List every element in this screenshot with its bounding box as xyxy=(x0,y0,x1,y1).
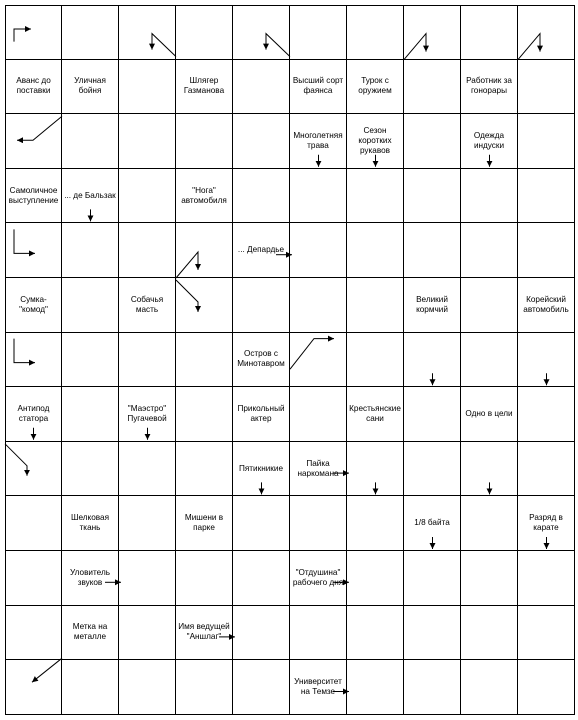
clue-text: "Маэстро" Пугачевой xyxy=(127,403,167,423)
clue-cell-depardye xyxy=(233,223,290,278)
answer-cell[interactable] xyxy=(518,551,575,606)
clue-cell-samolichnoe xyxy=(5,169,62,224)
clue-cell-odezhda xyxy=(461,114,518,169)
clue-text: Шлягер Газманова xyxy=(183,76,225,96)
answer-cell[interactable] xyxy=(347,223,404,278)
answer-cell[interactable] xyxy=(461,660,518,715)
clue-text: "Отдушина" рабочего дня xyxy=(292,567,344,587)
answer-cell[interactable] xyxy=(176,442,233,497)
answer-cell[interactable] xyxy=(119,496,176,551)
clue-cell-maestro xyxy=(119,387,176,442)
answer-cell[interactable] xyxy=(5,551,62,606)
answer-cell[interactable] xyxy=(119,114,176,169)
answer-cell[interactable] xyxy=(404,387,461,442)
clue-cell-universitet xyxy=(290,660,347,715)
answer-cell[interactable] xyxy=(518,387,575,442)
clue-cell-vysshiy-sort xyxy=(290,60,347,115)
answer-cell[interactable] xyxy=(119,551,176,606)
clue-text: Работник за гонорары xyxy=(466,76,512,96)
answer-cell[interactable] xyxy=(461,223,518,278)
answer-cell[interactable] xyxy=(347,442,404,497)
clue-cell-sezon xyxy=(347,114,404,169)
clue-cell-odno-v-tseli xyxy=(461,387,518,442)
clue-text: Сумка-"комод" xyxy=(19,294,48,314)
clue-text: Одежда индуски xyxy=(473,130,505,150)
answer-cell[interactable] xyxy=(176,333,233,388)
answer-cell[interactable] xyxy=(62,333,119,388)
answer-cell[interactable] xyxy=(404,442,461,497)
answer-cell[interactable] xyxy=(62,387,119,442)
clue-cell-sobachya xyxy=(119,278,176,333)
clue-text: Пайка наркомана xyxy=(297,458,339,478)
clue-text: Одно в цели xyxy=(465,408,513,418)
answer-cell[interactable] xyxy=(233,60,290,115)
answer-cell[interactable] xyxy=(461,551,518,606)
clue-text: Имя ведущей "Аншлаг" xyxy=(178,622,230,642)
clue-text: Корейский автомобиль xyxy=(523,294,569,314)
answer-cell[interactable] xyxy=(176,387,233,442)
answer-cell[interactable] xyxy=(347,606,404,661)
answer-cell[interactable] xyxy=(290,278,347,333)
clue-text: Пятикникие xyxy=(238,463,284,473)
clue-cell-antipod xyxy=(5,387,62,442)
answer-cell[interactable] xyxy=(518,442,575,497)
clue-cell-koreyskiy xyxy=(518,278,575,333)
answer-cell[interactable] xyxy=(290,5,347,60)
clue-cell-otdushina xyxy=(290,551,347,606)
clue-text: Турок с оружием xyxy=(358,76,392,96)
clue-text: ... де Бальзак xyxy=(64,190,116,200)
clue-text: Самоличное выступление xyxy=(8,185,59,205)
answer-cell[interactable] xyxy=(119,169,176,224)
answer-cell[interactable] xyxy=(233,5,290,60)
answer-cell[interactable] xyxy=(5,660,62,715)
clue-cell-shlyager xyxy=(176,60,233,115)
clue-text: Уловитель звуков xyxy=(70,567,110,587)
answer-cell[interactable] xyxy=(233,606,290,661)
answer-cell[interactable] xyxy=(176,551,233,606)
clue-text: Аванс до поставки xyxy=(16,76,51,96)
answer-cell[interactable] xyxy=(119,660,176,715)
answer-cell[interactable] xyxy=(5,5,62,60)
clue-cell-pyatikniknie xyxy=(233,442,290,497)
clue-cell-prikolniy xyxy=(233,387,290,442)
answer-cell[interactable] xyxy=(233,496,290,551)
clue-cell-bayta xyxy=(404,496,461,551)
answer-cell[interactable] xyxy=(176,5,233,60)
clue-cell-rabotnik xyxy=(461,60,518,115)
answer-cell[interactable] xyxy=(347,660,404,715)
answer-cell[interactable] xyxy=(404,606,461,661)
clue-text: ... Депардье xyxy=(237,245,285,255)
clue-cell-payka xyxy=(290,442,347,497)
clue-text: Высший сорт фаянса xyxy=(292,76,344,96)
clue-cell-ulichnaya-boinya xyxy=(62,60,119,115)
answer-cell[interactable] xyxy=(461,333,518,388)
clue-text: Сезон коротких рукавов xyxy=(358,125,392,155)
clue-text: Крестьянские сани xyxy=(349,403,401,423)
answer-cell[interactable] xyxy=(290,223,347,278)
answer-cell[interactable] xyxy=(461,606,518,661)
answer-cell[interactable] xyxy=(5,606,62,661)
answer-cell[interactable] xyxy=(233,660,290,715)
answer-cell[interactable] xyxy=(518,60,575,115)
answer-cell[interactable] xyxy=(347,169,404,224)
answer-cell[interactable] xyxy=(119,606,176,661)
answer-cell[interactable] xyxy=(404,60,461,115)
answer-cell[interactable] xyxy=(518,660,575,715)
clue-cell-metka xyxy=(62,606,119,661)
answer-cell[interactable] xyxy=(5,114,62,169)
clue-cell-turok xyxy=(347,60,404,115)
answer-cell[interactable] xyxy=(119,60,176,115)
answer-cell[interactable] xyxy=(404,660,461,715)
answer-cell[interactable] xyxy=(233,278,290,333)
answer-cell[interactable] xyxy=(62,278,119,333)
answer-cell[interactable] xyxy=(518,169,575,224)
answer-cell[interactable] xyxy=(233,114,290,169)
clue-text: Остров с Минотавром xyxy=(237,349,285,369)
answer-cell[interactable] xyxy=(404,223,461,278)
clue-text: Собачья масть xyxy=(130,294,164,314)
answer-cell[interactable] xyxy=(62,114,119,169)
clue-cell-shelkovaya xyxy=(62,496,119,551)
answer-cell[interactable] xyxy=(461,278,518,333)
scanword-grid xyxy=(5,5,575,715)
clue-text: Антипод статора xyxy=(17,403,50,423)
answer-cell[interactable] xyxy=(518,606,575,661)
answer-cell[interactable] xyxy=(461,496,518,551)
answer-cell[interactable] xyxy=(290,169,347,224)
clue-cell-imya-vedushchey xyxy=(176,606,233,661)
clue-cell-sumka xyxy=(5,278,62,333)
answer-cell[interactable] xyxy=(119,223,176,278)
clue-text: Разряд в карате xyxy=(529,513,563,533)
answer-cell[interactable] xyxy=(119,333,176,388)
clue-cell-misheni xyxy=(176,496,233,551)
answer-cell[interactable] xyxy=(176,114,233,169)
answer-cell[interactable] xyxy=(347,496,404,551)
clue-cell-krestyanskie xyxy=(347,387,404,442)
clue-text: Прикольный актер xyxy=(237,403,285,423)
answer-cell[interactable] xyxy=(347,5,404,60)
clue-cell-ostrov xyxy=(233,333,290,388)
answer-cell[interactable] xyxy=(290,496,347,551)
answer-cell[interactable] xyxy=(233,551,290,606)
clue-text: Уличная бойня xyxy=(74,76,106,96)
answer-cell[interactable] xyxy=(176,660,233,715)
answer-cell[interactable] xyxy=(347,278,404,333)
answer-cell[interactable] xyxy=(5,223,62,278)
answer-cell[interactable] xyxy=(62,223,119,278)
answer-cell[interactable] xyxy=(461,5,518,60)
clue-text: "Нога" автомобиля xyxy=(181,185,227,205)
answer-cell[interactable] xyxy=(404,333,461,388)
answer-cell[interactable] xyxy=(347,333,404,388)
answer-cell[interactable] xyxy=(119,5,176,60)
answer-cell[interactable] xyxy=(404,114,461,169)
answer-cell[interactable] xyxy=(404,551,461,606)
answer-cell[interactable] xyxy=(518,223,575,278)
clue-cell-avans xyxy=(5,60,62,115)
answer-cell[interactable] xyxy=(404,5,461,60)
answer-cell[interactable] xyxy=(518,114,575,169)
clue-text: Шелковая ткань xyxy=(70,513,110,533)
answer-cell[interactable] xyxy=(62,5,119,60)
clue-text: Многолетняя трава xyxy=(293,130,343,150)
answer-cell[interactable] xyxy=(119,442,176,497)
answer-cell[interactable] xyxy=(347,551,404,606)
clue-text: Мишени в парке xyxy=(184,513,224,533)
clue-cell-mnogoletnyaya xyxy=(290,114,347,169)
answer-cell[interactable] xyxy=(518,5,575,60)
clue-text: Метка на металле xyxy=(72,622,108,642)
clue-cell-noga xyxy=(176,169,233,224)
answer-cell[interactable] xyxy=(62,660,119,715)
answer-cell[interactable] xyxy=(290,333,347,388)
clue-cell-ulovitel xyxy=(62,551,119,606)
answer-cell[interactable] xyxy=(62,442,119,497)
clue-cell-razryad xyxy=(518,496,575,551)
answer-cell[interactable] xyxy=(404,169,461,224)
answer-cell[interactable] xyxy=(233,169,290,224)
clue-cell-velikiy xyxy=(404,278,461,333)
answer-cell[interactable] xyxy=(5,442,62,497)
answer-cell[interactable] xyxy=(290,387,347,442)
answer-cell[interactable] xyxy=(461,442,518,497)
answer-cell[interactable] xyxy=(290,606,347,661)
answer-cell[interactable] xyxy=(518,333,575,388)
answer-cell[interactable] xyxy=(5,496,62,551)
clue-text: 1/8 байта xyxy=(414,518,450,528)
answer-cell[interactable] xyxy=(176,278,233,333)
answer-cell[interactable] xyxy=(176,223,233,278)
clue-text: Университет на Темзе xyxy=(294,676,342,696)
answer-cell[interactable] xyxy=(461,169,518,224)
clue-text: Великий кормчий xyxy=(416,294,448,314)
answer-cell[interactable] xyxy=(5,333,62,388)
clue-cell-balzak xyxy=(62,169,119,224)
